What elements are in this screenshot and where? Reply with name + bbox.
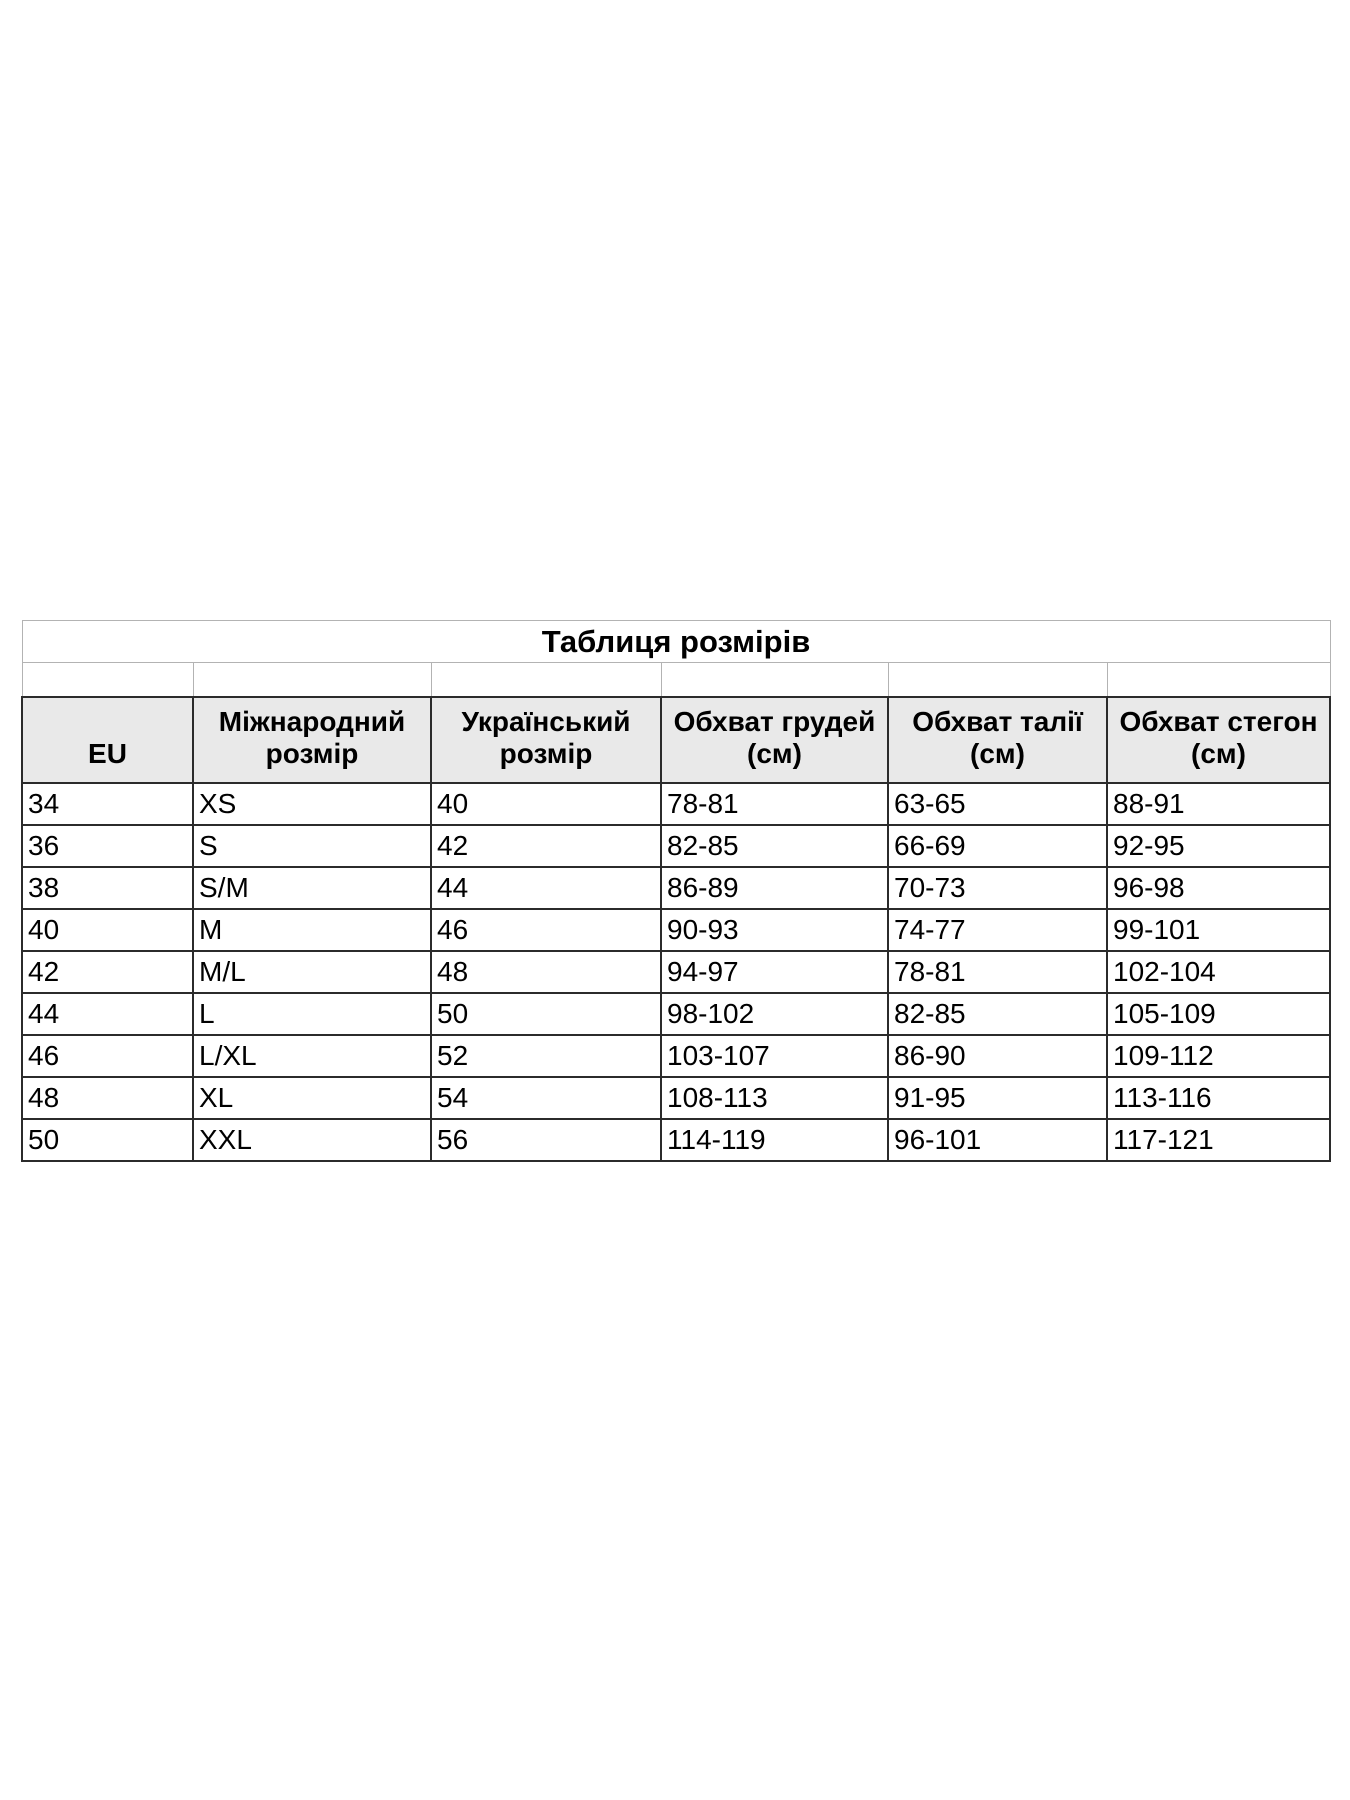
table-cell: 96-98 (1107, 867, 1330, 909)
table-cell: 38 (22, 867, 193, 909)
table-cell: S/M (193, 867, 431, 909)
table-cell: 40 (22, 909, 193, 951)
table-row (22, 993, 1330, 1035)
table-cell: 66-69 (888, 825, 1107, 867)
header-row (22, 697, 1330, 783)
table-cell: 113-116 (1107, 1077, 1330, 1119)
table-cell: 96-101 (888, 1119, 1107, 1161)
table-row (22, 825, 1330, 867)
table-cell: 46 (22, 1035, 193, 1077)
table-cell: 90-93 (661, 909, 888, 951)
table-cell: 82-85 (661, 825, 888, 867)
column-header-5: Обхват стегон (см) (1107, 697, 1330, 783)
table-cell: 99-101 (1107, 909, 1330, 951)
table-cell: M (193, 909, 431, 951)
table-cell: 63-65 (888, 783, 1107, 825)
spacer-row (22, 663, 1330, 698)
table-cell: XL (193, 1077, 431, 1119)
column-header-0: EU (22, 697, 193, 783)
table-cell: 78-81 (888, 951, 1107, 993)
column-header-2: Український розмір (431, 697, 661, 783)
size-table-container (21, 620, 1329, 1162)
table-cell: XS (193, 783, 431, 825)
table-row (22, 909, 1330, 951)
spacer-cell (1107, 663, 1330, 698)
table-row (22, 951, 1330, 993)
table-cell: S (193, 825, 431, 867)
table-cell: 52 (431, 1035, 661, 1077)
table-cell: 54 (431, 1077, 661, 1119)
table-cell: 44 (431, 867, 661, 909)
table-cell: 82-85 (888, 993, 1107, 1035)
table-cell: 92-95 (1107, 825, 1330, 867)
table-cell: 40 (431, 783, 661, 825)
table-row (22, 867, 1330, 909)
table-cell: 109-112 (1107, 1035, 1330, 1077)
table-cell: 94-97 (661, 951, 888, 993)
column-header-4: Обхват талії (см) (888, 697, 1107, 783)
table-cell: 78-81 (661, 783, 888, 825)
spacer-cell (22, 663, 193, 698)
table-cell: 70-73 (888, 867, 1107, 909)
column-header-3: Обхват грудей (см) (661, 697, 888, 783)
table-cell: 50 (431, 993, 661, 1035)
table-row (22, 1077, 1330, 1119)
table-cell: 117-121 (1107, 1119, 1330, 1161)
table-cell: 34 (22, 783, 193, 825)
table-cell: 102-104 (1107, 951, 1330, 993)
table-cell: 88-91 (1107, 783, 1330, 825)
table-cell: M/L (193, 951, 431, 993)
table-cell: 46 (431, 909, 661, 951)
table-cell: 42 (22, 951, 193, 993)
table-cell: 114-119 (661, 1119, 888, 1161)
table-cell: 91-95 (888, 1077, 1107, 1119)
spacer-cell (431, 663, 661, 698)
table-cell: L (193, 993, 431, 1035)
table-body (22, 783, 1330, 1161)
table-cell: 48 (22, 1077, 193, 1119)
table-cell: 103-107 (661, 1035, 888, 1077)
table-cell: L/XL (193, 1035, 431, 1077)
title-row (22, 621, 1330, 663)
table-cell: 105-109 (1107, 993, 1330, 1035)
table-cell: 44 (22, 993, 193, 1035)
table-cell: 86-90 (888, 1035, 1107, 1077)
table-row (22, 1119, 1330, 1161)
table-row (22, 783, 1330, 825)
table-row (22, 1035, 1330, 1077)
spacer-cell (888, 663, 1107, 698)
table-cell: 50 (22, 1119, 193, 1161)
table-cell: 56 (431, 1119, 661, 1161)
spacer-cell (193, 663, 431, 698)
table-cell: 74-77 (888, 909, 1107, 951)
size-table (21, 620, 1331, 1162)
table-cell: 108-113 (661, 1077, 888, 1119)
table-cell: 36 (22, 825, 193, 867)
spacer-cell (661, 663, 888, 698)
table-title: Таблиця розмірів (22, 621, 1330, 663)
table-cell: 86-89 (661, 867, 888, 909)
table-cell: 98-102 (661, 993, 888, 1035)
table-cell: 42 (431, 825, 661, 867)
table-cell: XXL (193, 1119, 431, 1161)
table-cell: 48 (431, 951, 661, 993)
column-header-1: Міжнародний розмір (193, 697, 431, 783)
